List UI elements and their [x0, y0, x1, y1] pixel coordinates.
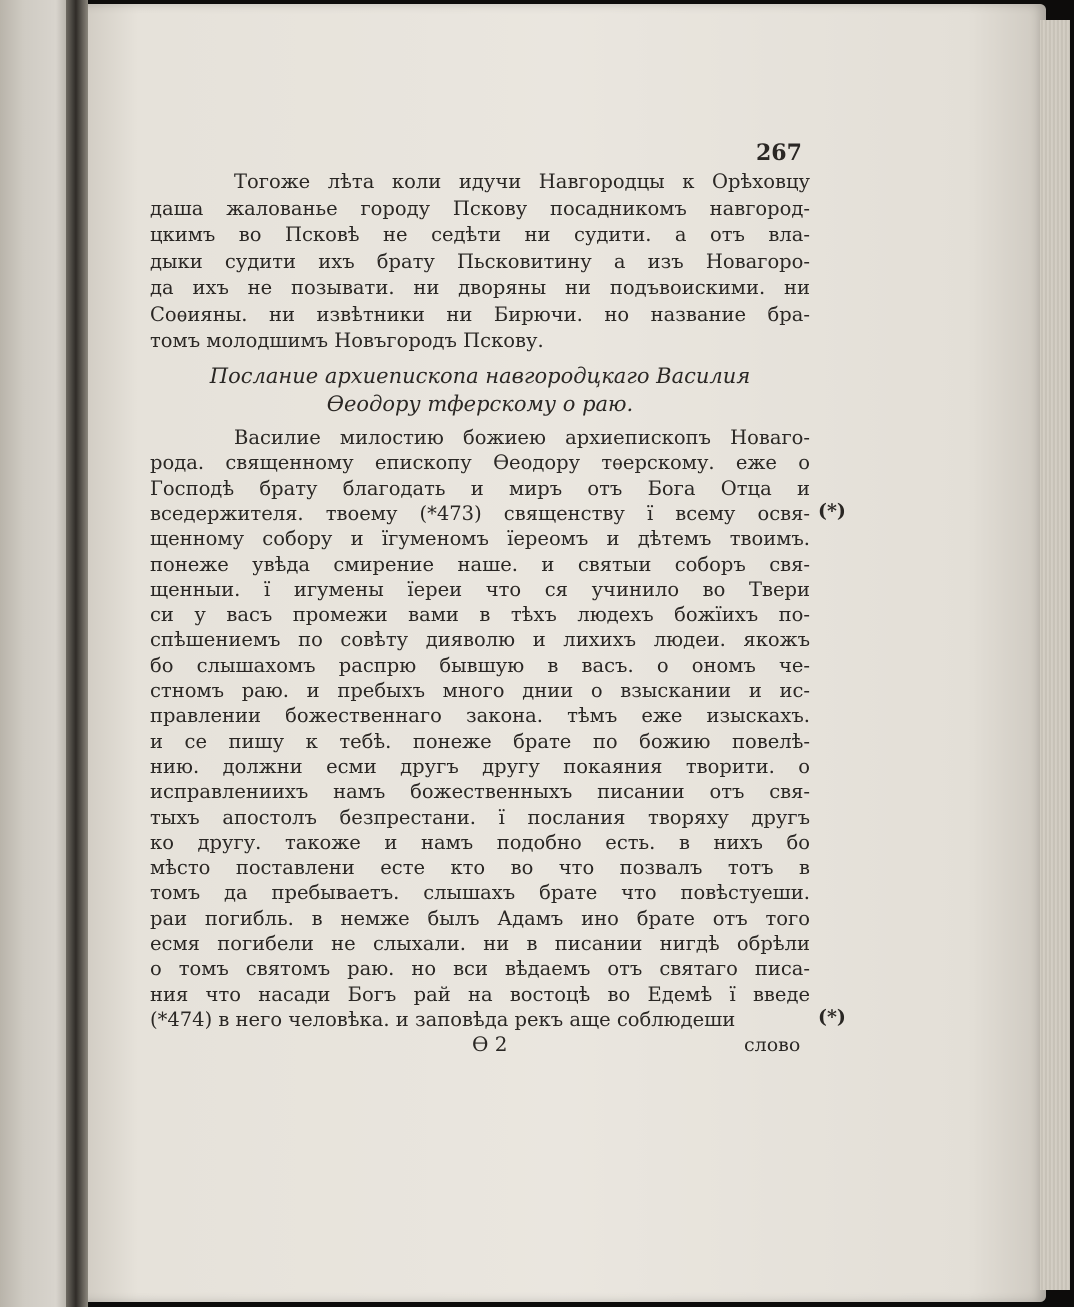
- catchword: слово: [744, 1034, 801, 1056]
- margin-note-473: (*): [818, 500, 846, 522]
- paragraph1-line: томъ молодшимъ Новъгородъ Пскову.: [150, 329, 544, 352]
- paragraph1-line: цкимъ во Псковѣ не седѣти ни судити. а отъ вла-: [150, 223, 810, 246]
- paragraph1-line: Соѳияны. ни извѣтники ни Бирючи. но название бра-: [150, 302, 810, 326]
- page-fore-edge: [1040, 20, 1070, 1290]
- paragraph2-line: и се пишу к тебѣ. понеже брате по божию повелѣ-: [150, 729, 810, 753]
- paragraph1-line: даша жалованье городу Пскову посадникомъ навгород-: [150, 196, 810, 220]
- heading-line: Послание архиепископа навгородцкаго Василия: [209, 364, 751, 388]
- paragraph2-line: раи погибль. в немже былъ Адамъ ино брате отъ того: [150, 906, 810, 930]
- paragraph2-line: мѣсто поставлени есте кто во что позвалъ тотъ в: [150, 856, 810, 880]
- paragraph2-line: рода. священному епископу Ѳеодору тѳерскому. еже о: [150, 451, 810, 475]
- paragraph2-line: нию. должни есми другъ другу покаяния творити. о: [150, 754, 810, 778]
- paragraph2-line: (*474) в него человѣка. и заповѣда рекъ аще соблюдеши: [150, 1007, 736, 1031]
- paragraph2-line: есмя погибели не слыхали. ни в писании нигдѣ обрѣли: [150, 932, 810, 955]
- heading-line: Ѳеодору тферскому о раю.: [326, 392, 634, 416]
- paragraph2-line: понеже увѣда смирение наше. и святыи соборъ свя-: [150, 552, 810, 576]
- paragraph1-line: дыки судити ихъ брату Пьсковитину а изъ Новагоро-: [150, 249, 810, 273]
- paragraph2-line: щенныи. ї игумены їереи что ся учинило во Твери: [150, 577, 810, 601]
- paragraph2-line: правлении божественнаго закона. тѣмъ еже изыскахъ.: [150, 704, 810, 728]
- paragraph2-line: вседержителя. твоему (*473) священству ї всему освя-: [150, 501, 810, 525]
- paragraph2-line: о томъ святомъ раю. но вси вѣдаемъ отъ святаго писа-: [150, 957, 810, 981]
- page-number: 267: [756, 140, 802, 166]
- paragraph2-line: си у васъ промежи вами в тѣхъ людехъ божїихъ по-: [150, 603, 810, 627]
- book-gutter: [66, 0, 88, 1307]
- paragraph2-line: томъ да пребываетъ. слышахъ брате что повѣстуеши.: [150, 881, 810, 905]
- paragraph2-line: Господѣ брату благодать и миръ отъ Бога Отца и: [150, 476, 810, 500]
- paragraph1-line: да ихъ не позывати. ни дворяны ни подъвоискими. ни: [150, 276, 810, 299]
- margin-note-474: (*): [818, 1006, 846, 1028]
- paragraph2-line: ния что насади Богъ рай на востоцѣ во Едемѣ ї введе: [150, 982, 810, 1006]
- paragraph2-line: тыхъ апостолъ безпрестани. ї послания творяху другъ: [150, 805, 810, 829]
- paragraph2-line: стномъ раю. и пребыхъ много днии о взыскании и ис-: [150, 679, 810, 702]
- paragraph2-line: ко другу. такоже и намъ подобно есть. в нихъ бо: [150, 830, 810, 854]
- paragraph2-line: исправленииxъ намъ божественныхъ писании отъ свя-: [150, 780, 810, 804]
- paragraph2-line: Василие милостию божиею архиепископъ Новаго-: [234, 426, 810, 449]
- paragraph2-line: щенному собору и їгуменомъ їереомъ и дѣтемъ твоимъ.: [150, 527, 810, 551]
- paragraph1-line: Тогоже лѣта коли идучи Навгородцы к Орѣховцу: [234, 170, 810, 193]
- paragraph2-line: бо слышахомъ распрю бывшую в васъ. о ономъ че-: [150, 653, 810, 677]
- signature-mark: Ѳ 2: [472, 1032, 508, 1056]
- paragraph2-line: спѣшениемъ по совѣту дияволю и лихихъ людеи. якожъ: [150, 628, 810, 652]
